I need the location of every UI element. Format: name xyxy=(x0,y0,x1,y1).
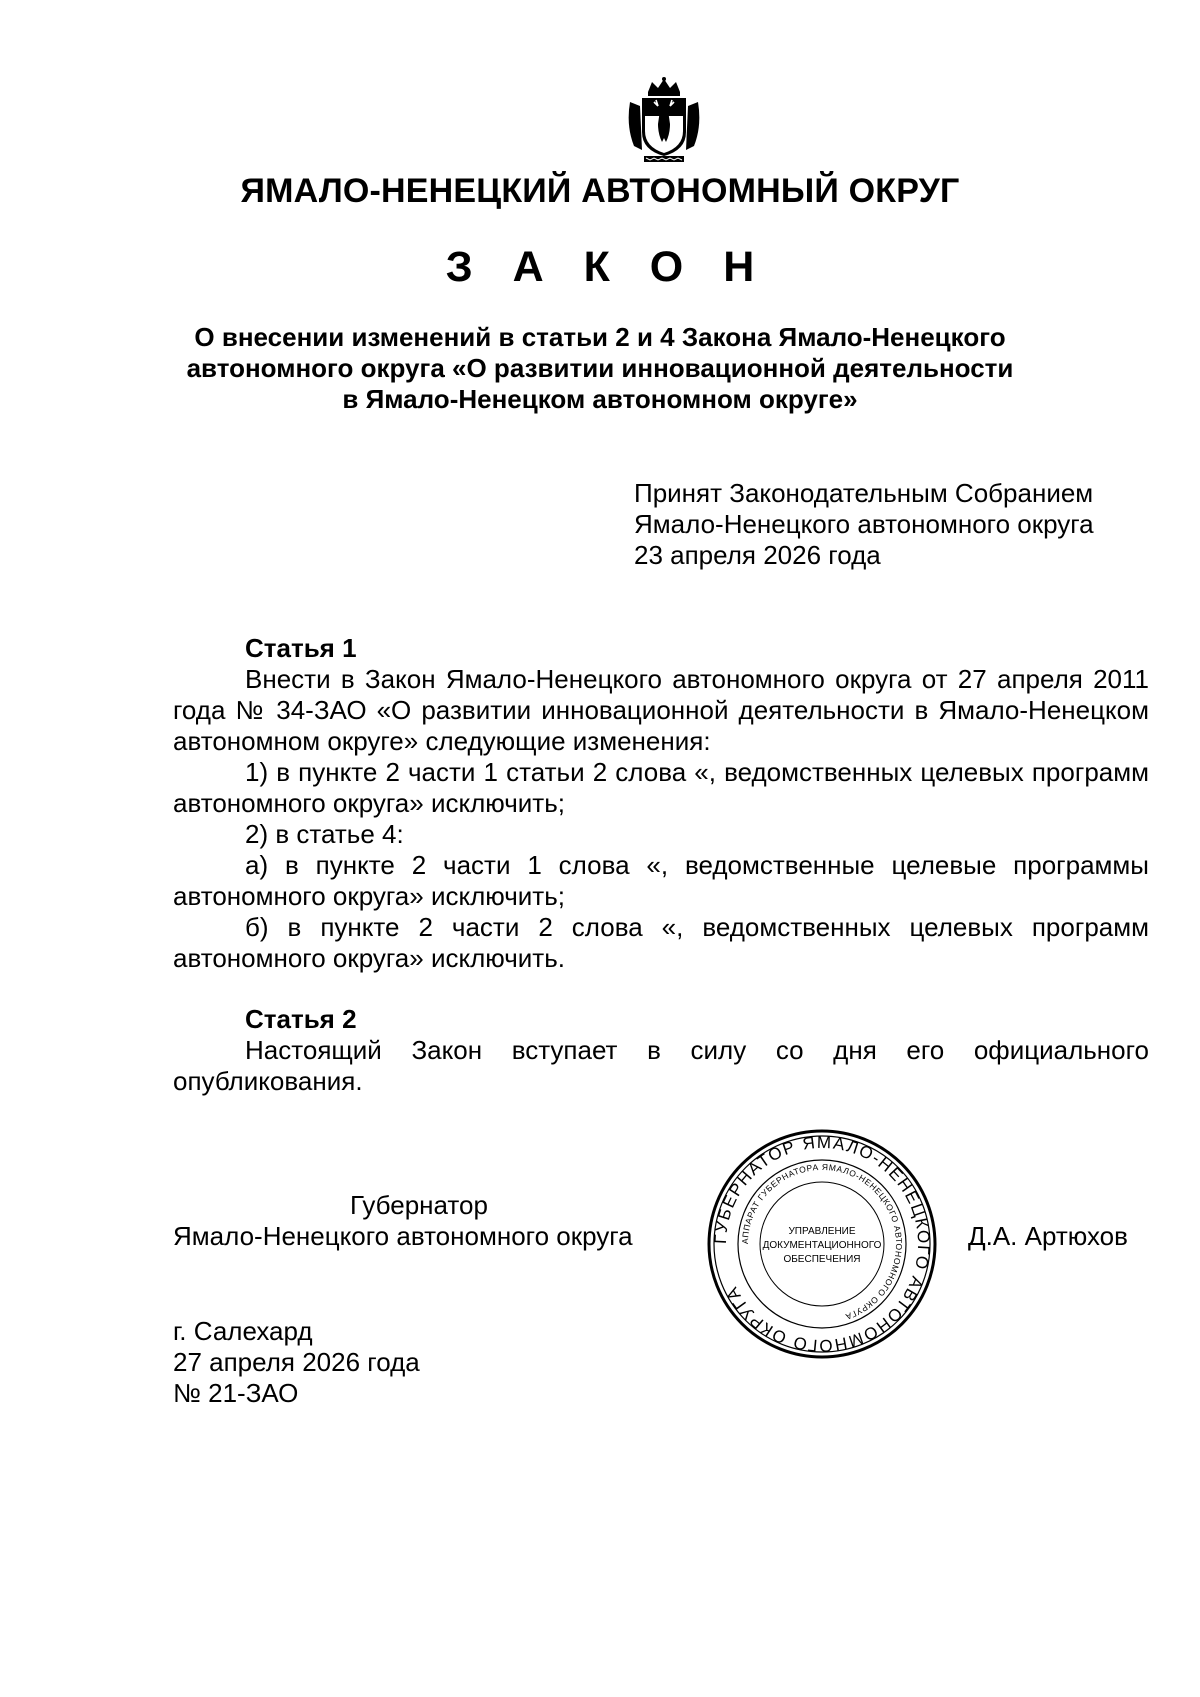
article-2 xyxy=(173,1004,1149,1097)
adoption-line: Ямало-Ненецкого автономного округа xyxy=(634,509,1094,539)
law-number: № 21-ЗАО xyxy=(173,1378,299,1408)
law-title-line: автономного округа «О развитии инновационной деятельности xyxy=(186,353,1014,383)
law-title-line: О внесении изменений в статьи 2 и 4 Закона Ямало-Ненецкого xyxy=(194,322,1006,352)
document-type-heading: З А К О Н xyxy=(445,243,769,291)
coat-of-arms-emblem-icon xyxy=(624,76,704,164)
seal-center-line: ДОКУМЕНТАЦИОННОГО xyxy=(762,1240,882,1251)
seal-center-line: УПРАВЛЕНИЕ xyxy=(788,1226,856,1237)
article-heading: Статья 2 xyxy=(245,1004,357,1034)
law-date: 27 апреля 2026 года xyxy=(173,1347,420,1377)
official-seal-stamp xyxy=(706,1128,938,1360)
law-title-line: в Ямало-Ненецком автономном округе» xyxy=(342,384,858,414)
region-heading: ЯМАЛО-НЕНЕЦКИЙ АВТОНОМНЫЙ ОКРУГ xyxy=(240,172,960,210)
place-city: г. Салехард xyxy=(173,1316,313,1346)
seal-outer-text: ГУБЕРНАТОР ЯМАЛО-НЕНЕЦКОГО АВТОНОМНОГО ОКРУГА xyxy=(710,1132,934,1356)
article-paragraph: 1) в пункте 2 части 1 статьи 2 слова «, ведомственных целевых программ автономного округа» исключить; xyxy=(173,757,1149,818)
law-title xyxy=(150,322,1050,415)
signatory-title: Губернатор xyxy=(350,1190,488,1220)
article-paragraph: б) в пункте 2 части 2 слова «, ведомственных целевых программ автономного округа» исключить. xyxy=(173,912,1149,973)
seal-center-line: ОБЕСПЕЧЕНИЯ xyxy=(783,1254,861,1265)
adoption-note xyxy=(634,478,1094,571)
adoption-line: Принят Законодательным Собранием xyxy=(634,478,1094,508)
seal-inner-text: АППАРАТ ГУБЕРНАТОРА ЯМАЛО-НЕНЕЦКОГО АВТОНОМНОГО ОКРУГА xyxy=(739,1161,905,1323)
signatory-region: Ямало-Ненецкого автономного округа xyxy=(173,1221,633,1251)
signatory-name: Д.А. Артюхов xyxy=(968,1221,1128,1251)
article-paragraph: 2) в статье 4: xyxy=(245,819,404,849)
article-heading: Статья 1 xyxy=(245,633,357,663)
article-paragraph: Настоящий Закон вступает в силу со дня его официального опубликования. xyxy=(173,1035,1149,1096)
article-1 xyxy=(173,633,1149,974)
adoption-line: 23 апреля 2026 года xyxy=(634,540,881,570)
place-date-number xyxy=(173,1316,420,1409)
article-paragraph: а) в пункте 2 части 1 слова «, ведомственные целевые программы автономного округа» исключить; xyxy=(173,850,1149,911)
article-paragraph: Внести в Закон Ямало-Ненецкого автономного округа от 27 апреля 2011 года № 34-ЗАО «О развитии инновационной деятельности в Ямало-Ненецком автономном округе» следующие изменения: xyxy=(173,664,1149,756)
